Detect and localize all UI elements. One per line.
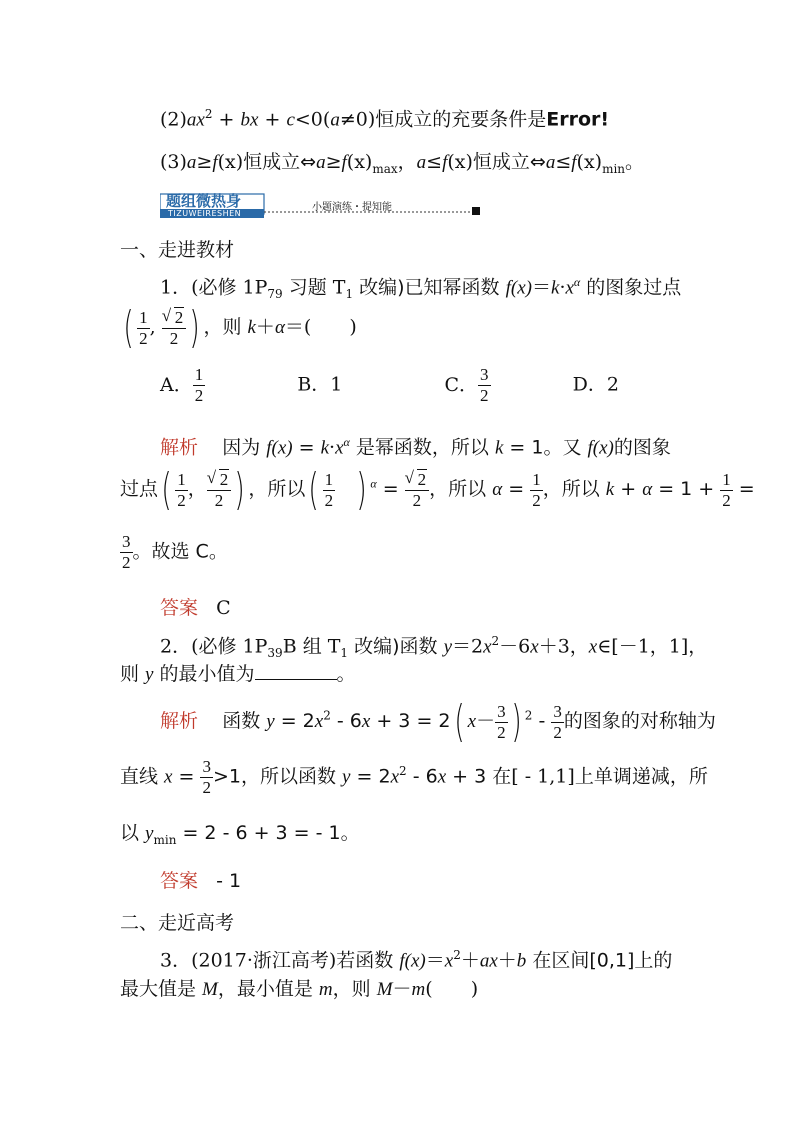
func-f: f	[442, 152, 448, 173]
var-x: x	[444, 950, 454, 972]
func-fx: f(x)	[266, 437, 293, 459]
var-x: x	[314, 711, 324, 732]
condition-line-2: $(2)ax^2$ + bx + c<0(a≠0)恒成立的充要条件是Error!	[160, 107, 610, 131]
plus-sign: +	[258, 108, 287, 131]
var-x: x	[588, 636, 598, 658]
term-bx: bx	[240, 109, 259, 131]
q2-text: ＋3，	[538, 635, 589, 658]
sol-text: = 2 - 6 + 3 = - 1。	[176, 822, 360, 844]
ge-sign: ≥	[196, 151, 213, 173]
left-paren: (	[161, 464, 172, 515]
point-x-fraction	[137, 308, 150, 349]
eq-sign: =	[376, 478, 405, 500]
q2-text: －6	[499, 635, 531, 658]
denominator: 2	[169, 328, 179, 348]
numerator: 3	[553, 701, 562, 721]
separator: ，	[187, 478, 207, 500]
numerator: 1	[177, 469, 186, 489]
question-2-line-2	[120, 661, 356, 688]
q2-text: ＝2	[452, 635, 484, 658]
equiv-text: 恒成立⇔	[243, 151, 317, 173]
dot: ·	[329, 436, 336, 459]
var-a: a	[545, 152, 556, 173]
q3-text: 最大值是	[120, 978, 203, 1000]
var-m: m	[318, 979, 333, 1000]
sol-text: 因为	[222, 436, 267, 459]
section-heading-1: 一、走进教材	[120, 239, 235, 261]
var-a: a	[186, 152, 197, 173]
ge-sign: ≥	[325, 151, 342, 173]
eq-sign: =	[732, 478, 755, 500]
var-x: x	[530, 636, 539, 658]
sol-text: = 1 +	[652, 478, 721, 500]
question-3-line-2	[120, 976, 478, 1003]
func-f: f	[571, 152, 577, 173]
sol-text: 以	[120, 822, 146, 844]
sol-text: = 1。又	[503, 436, 588, 459]
plus-sign: +	[614, 478, 643, 500]
dot: ·	[559, 276, 566, 299]
numerator: 1	[722, 469, 731, 489]
plus-sign: ＋	[460, 949, 480, 972]
sol-text: ，所以	[429, 478, 493, 500]
exp-alpha: α	[370, 476, 377, 491]
var-x: x	[437, 766, 447, 788]
func-fx: f(x)	[399, 950, 426, 972]
q3-text: ，则	[332, 978, 377, 1000]
denominator: 2	[194, 386, 204, 405]
denominator: 2	[412, 490, 422, 510]
var-x: x	[390, 766, 400, 788]
denominator: 2	[122, 553, 131, 572]
exp-alpha: α	[573, 275, 581, 289]
var-alpha: α	[492, 479, 503, 500]
var-b: b	[516, 950, 527, 972]
sol-text: = 2	[274, 710, 315, 732]
term-ax: ax	[186, 109, 205, 131]
comma: ，	[397, 151, 417, 173]
var-y: y	[443, 636, 452, 658]
answer-1	[160, 595, 231, 621]
ineq-text: <0(	[294, 108, 331, 131]
eq-sign: =	[292, 436, 321, 459]
denominator: 2	[202, 778, 211, 797]
var-x: x	[565, 277, 574, 299]
section-banner	[160, 190, 486, 220]
solution-label: 解析	[160, 436, 199, 459]
right-paren: )	[234, 464, 245, 515]
condition-line-3	[160, 149, 644, 182]
exp-alpha: α	[343, 435, 350, 449]
plus-sign: ＋	[255, 316, 275, 338]
sol-text: 过点	[120, 478, 159, 500]
denominator: 2	[497, 722, 506, 742]
plus-sign: ＋	[497, 949, 517, 972]
question-3-line-1: 3．(2017·浙江高考)若函数 $f(x)=x^2+ax+b$ 在区间[0,1]上的	[160, 948, 673, 972]
var-k: k	[320, 437, 330, 459]
func-fx: f(x)	[587, 437, 614, 459]
answer-label: 答案	[160, 870, 199, 892]
denominator: 2	[214, 490, 224, 510]
sol-text: >1，所以函数	[212, 765, 343, 788]
func-fx: f(x)	[505, 277, 532, 299]
q1-text: 1．(必修 1P	[160, 276, 268, 299]
q3-text: 在区间[0,1]上的	[526, 949, 673, 972]
q2-text: 则	[120, 663, 146, 685]
var-a: a	[416, 152, 427, 173]
eq-sign: =	[502, 478, 531, 500]
var-a: a	[316, 152, 326, 173]
question-1-options	[160, 365, 619, 417]
period: 。	[336, 663, 356, 685]
numerator: 1	[532, 469, 541, 489]
option-d[interactable]: D．2	[572, 373, 619, 396]
answer-label: 答案	[160, 597, 199, 619]
denominator: 2	[532, 490, 541, 510]
q2-sub: 39	[267, 646, 283, 661]
var-M: M	[202, 979, 218, 1000]
sol-text: 的图象	[613, 436, 671, 459]
q1-text: ＝( )	[284, 316, 357, 338]
right-paren: )	[356, 464, 367, 515]
var-k: k	[494, 437, 504, 459]
var-y: y	[145, 664, 154, 685]
eq-sign: ＝	[531, 276, 551, 299]
sol-text: 直线	[120, 765, 165, 788]
q1-sub: 1	[345, 287, 354, 302]
interval: [ - 1,1]	[511, 765, 575, 788]
minus-sign: －	[476, 710, 496, 732]
left-paren: (	[123, 302, 134, 353]
right-paren: )	[511, 696, 522, 747]
var-x: x	[164, 766, 173, 788]
func-f: f	[341, 152, 347, 173]
question-1-line-2	[120, 302, 357, 366]
var-x: x	[361, 711, 371, 732]
solution-label: 解析	[160, 710, 199, 732]
sol-text: 的图象的对称轴为	[563, 710, 716, 732]
option-a-label: A．	[160, 373, 193, 396]
numerator: 2	[174, 307, 184, 327]
banner-title: 题组微热身	[166, 192, 242, 210]
minus-sign: -	[532, 710, 552, 732]
q3-text: ( )	[425, 978, 479, 1000]
ineq-cond: ≠0)	[339, 108, 376, 131]
denominator: 2	[139, 328, 148, 348]
var-x: x	[489, 950, 498, 972]
sol-text: + 3 在	[446, 765, 512, 788]
section-heading-2: 二、走近高考	[120, 912, 235, 934]
q1-text: 习题 T	[282, 276, 346, 299]
func-arg: (x)	[217, 151, 244, 173]
var-x: x	[483, 636, 492, 658]
banner-pinyin: TIZUWEIRESHEN	[168, 209, 242, 218]
item-number: (2)	[160, 108, 187, 131]
sol-text: 上单调递减，所	[574, 765, 708, 788]
sol-text: 是幂函数，所以	[349, 436, 495, 459]
denominator: 2	[324, 490, 334, 510]
min-subscript: min	[602, 161, 626, 176]
plus-sign: +	[218, 108, 241, 131]
sol-text: 。故选	[132, 540, 196, 563]
sol-text: 函数	[222, 710, 267, 732]
q3-text: ，最小值是	[217, 978, 319, 1000]
left-paren: (	[308, 464, 320, 515]
denominator: 2	[553, 722, 562, 742]
min-subscript: min	[153, 832, 177, 847]
var-y: y	[342, 766, 351, 788]
sol-choice: C。	[195, 540, 228, 563]
period: 。	[625, 151, 645, 173]
separator: ,	[149, 316, 162, 338]
q2-text: 的最小值为	[153, 663, 255, 685]
q1-text: ，则	[203, 316, 248, 338]
q2-sub: 1	[340, 646, 349, 661]
numerator: 3	[202, 757, 211, 776]
q2-text: 改编)函数	[348, 635, 444, 658]
q2-text: B 组 T	[282, 635, 341, 658]
option-c[interactable]	[444, 365, 490, 405]
denominator: 2	[722, 490, 731, 510]
sol-text: - 6	[330, 710, 362, 732]
numerator: 2	[417, 469, 427, 489]
solution-2-line-3	[120, 820, 360, 853]
option-c-label: C．	[444, 373, 479, 396]
option-b[interactable]: B．1	[297, 373, 343, 396]
sol-text: + 3 = 2	[370, 710, 451, 732]
question-2-line-1: 2．(必修 $1P_{39}B$ 组 $T_1$ 改编)函数 $y=2x^2-6x+3$，x∈[－1，1]，	[160, 634, 708, 661]
var-m: m	[411, 979, 426, 1000]
q2-text: ∈[－1，1]，	[597, 635, 708, 658]
solution-2-line-1: 解析 函数 $y = 2x^2 - 6x + 3 = 2$( x－ $\frac{3}{2}$ ) $^2$ - $\frac{3}{2}$ 的图象的对称轴为	[160, 696, 716, 747]
le-sign: ≤	[426, 151, 443, 173]
var-k: k	[551, 277, 560, 299]
solution-1-line-2	[120, 464, 755, 528]
question-1-line-1	[160, 269, 681, 307]
term-c: c	[286, 109, 295, 131]
minus-sign: －	[392, 978, 412, 1000]
func-arg: (x)	[576, 151, 603, 173]
sol-text: = 2	[350, 765, 391, 788]
q1-text: 的图象过点	[580, 276, 682, 299]
q1-sub: 79	[267, 287, 283, 302]
answer-value: - 1	[216, 870, 242, 892]
var-k: k	[247, 317, 256, 338]
numerator: 3	[122, 532, 131, 551]
numerator: 3	[497, 701, 506, 721]
numerator: 1	[324, 469, 334, 489]
func-f: f	[212, 152, 218, 173]
answer-value: C	[216, 597, 231, 619]
equiv-text: 恒成立⇔	[472, 151, 546, 173]
denominator: 2	[480, 386, 489, 405]
func-arg: (x)	[447, 151, 473, 173]
var-y: y	[266, 711, 275, 732]
denominator: 2	[177, 490, 186, 510]
max-subscript: max	[372, 161, 398, 176]
var-y: y	[145, 823, 154, 844]
point-y-fraction	[162, 308, 187, 349]
q3-text: 3．(2017·浙江高考)若函数	[160, 949, 400, 972]
var-M: M	[376, 979, 393, 1000]
var-alpha: α	[274, 317, 285, 338]
numerator: 1	[194, 365, 204, 384]
right-paren: )	[189, 302, 201, 353]
func-arg: (x)	[346, 151, 373, 173]
solution-2-line-2: 直线 x = $\frac{3}{2}$ >1，所以函数 $y = 2x^2 - 6x + 3$ 在[ - 1,1]上单调递减，所	[120, 757, 708, 797]
numerator: 3	[480, 365, 489, 384]
eq-sign: ＝	[425, 949, 445, 972]
answer-2	[160, 868, 241, 894]
item-number: (3)	[160, 151, 187, 173]
sol-text: ，所以	[542, 478, 606, 500]
le-sign: ≤	[555, 151, 572, 173]
banner-subtitle: 小题演练・提知能	[312, 202, 392, 213]
sol-text: ，所以	[248, 478, 306, 500]
q1-text: 改编)已知幂函数	[353, 276, 506, 299]
solution-1-line-1	[160, 429, 671, 461]
var-a: a	[479, 950, 490, 972]
var-x: x	[335, 437, 344, 459]
numerator: 1	[139, 307, 148, 327]
condition-text: 恒成立的充要条件是	[375, 108, 547, 131]
left-paren: (	[453, 696, 465, 747]
var-a: a	[330, 109, 340, 131]
q2-text: 2．(必修 1P	[160, 635, 268, 658]
error-text: Error!	[546, 108, 610, 131]
numerator: 2	[219, 469, 229, 489]
eq-sign: =	[172, 765, 201, 788]
option-a[interactable]	[160, 365, 205, 405]
sol-text: - 6	[406, 765, 438, 788]
var-k: k	[605, 479, 615, 500]
answer-blank[interactable]	[255, 661, 337, 680]
solution-1-line-3	[120, 532, 228, 582]
var-x: x	[467, 711, 477, 732]
var-alpha: α	[642, 479, 653, 500]
